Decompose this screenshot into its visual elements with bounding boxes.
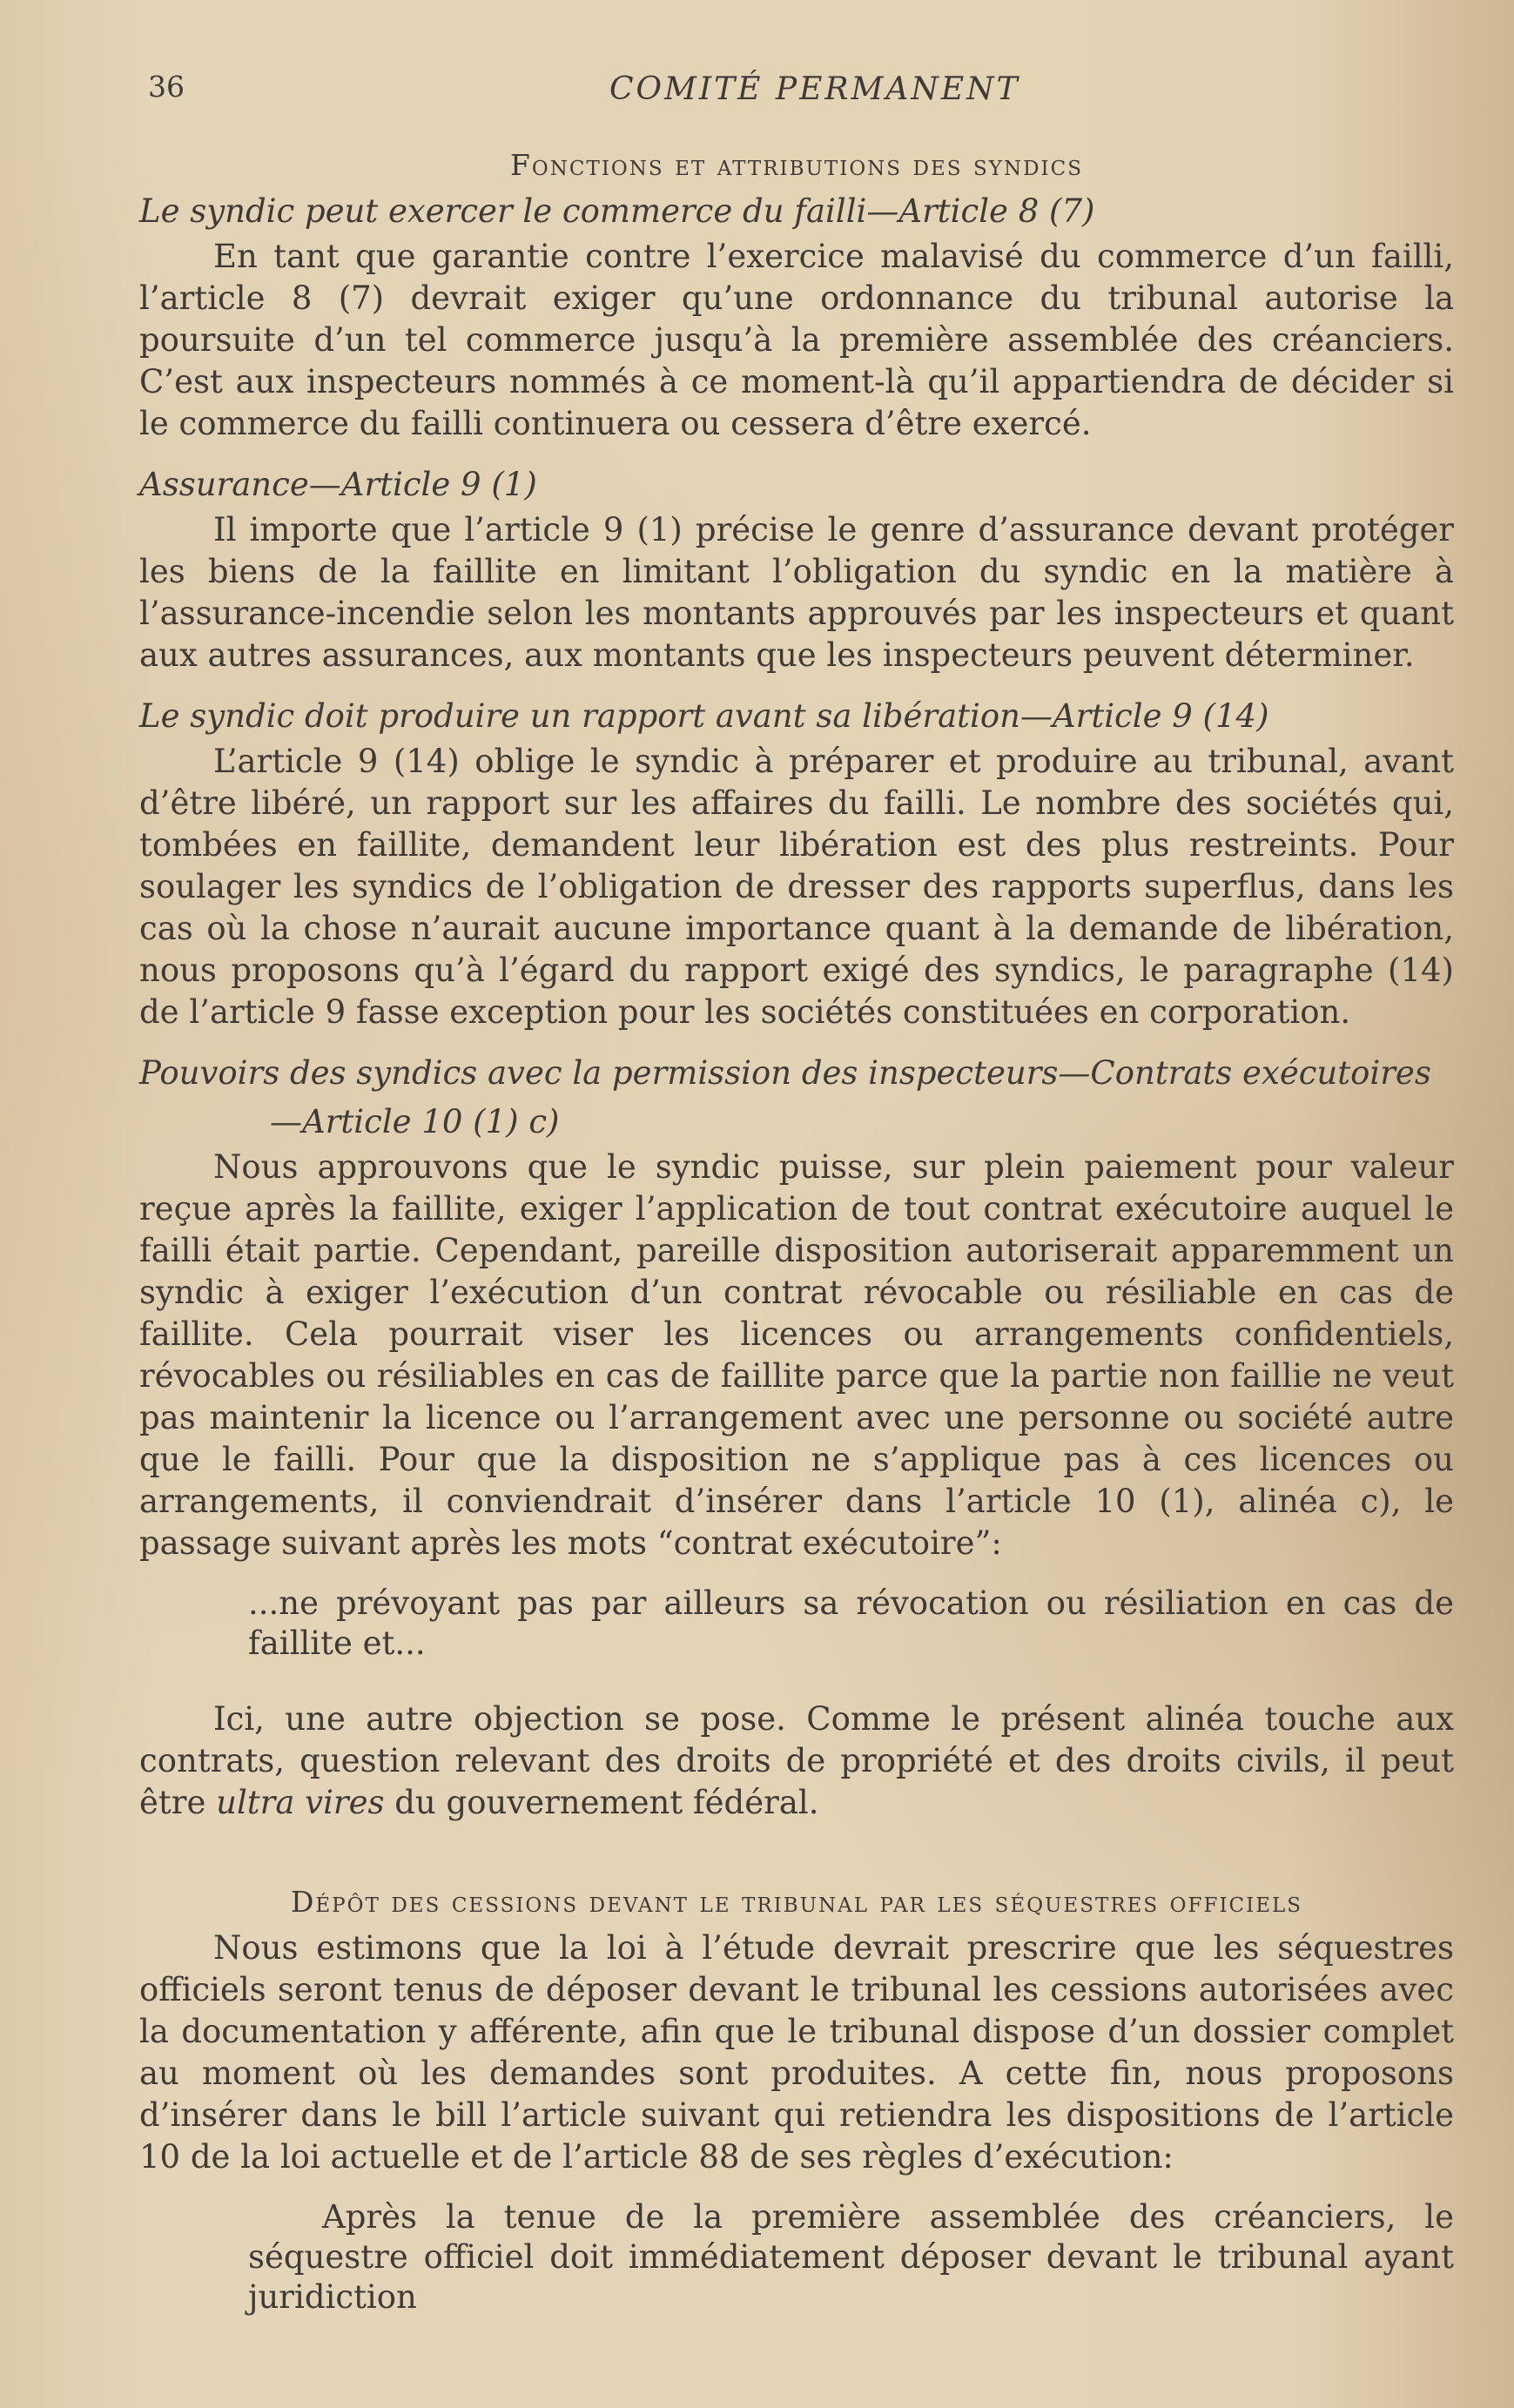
running-title: COMITÉ PERMANENT xyxy=(609,71,1020,107)
paragraph-article-8-7: En tant que garantie contre l’exercice malavisé du commerce d’un failli, l’article 8 (7) devrait exiger qu’une ordonnance du tribunal autorise la poursuite d’un tel commerce jusqu’à la première assemblée des créanciers. C’est aux inspecteurs nommés à ce moment-là qu’il appartiendra de décider si le commerce du failli continuera ou cessera d’être exercé. xyxy=(139,238,1454,442)
quote-proposed-article: Après la tenue de la première assemblée des créanciers, le séquestre officiel doit immédiatement déposer devant le tribunal ayant juridiction xyxy=(248,2198,1454,2316)
section-heading-cessions: Dépôt des cessions devant le tribunal par les séquestres officiels xyxy=(290,1885,1303,1919)
page-number: 36 xyxy=(148,70,185,104)
quote-passage: ...ne prévoyant pas par ailleurs sa révocation ou résiliation en cas de faillite et... xyxy=(248,1584,1454,1662)
paragraph-cessions: Nous estimons que la loi à l’étude devrait prescrire que les séquestres officiels seront tenus de déposer devant le tribunal les cessions autorisées avec la documentation y afférente, afin que le tribunal dispose d’un dossier complet au moment où les demandes sont produites. A cette fin, nous proposons d’insérer dans le bill l’article suivant qui retiendra les dispositions de l’article 10 de la loi actuelle et de l’article 88 de ses règles d’exécution: xyxy=(139,1929,1454,2176)
document-page xyxy=(139,52,1454,2352)
subheading-article-8-7: Le syndic peut exercer le commerce du failli—Article 8 (7) xyxy=(139,192,1095,230)
paragraph-article-10-1c: Nous approuvons que le syndic puisse, sur plein paiement pour valeur reçue après la faillite, exiger l’application de tout contrat exécutoire auquel le failli était partie. Cependant, pareille disposition autoriserait apparemment un syndic à exiger l’exécution d’un contrat révocable ou résiliable en cas de faillite. Cela pourrait viser les licences ou arrangements confidentiels, révocables ou résiliables en cas de faillite parce que la partie non faillie ne veut pas maintenir la licence ou l’arrangement avec une personne ou société autre que le failli. Pour que la disposition ne s’applique pas à ces licences ou arrangements, il conviendrait d’insérer dans l’article 10 (1), alinéa c), le passage suivant après les mots “contrat exécutoire”: xyxy=(139,1148,1454,1562)
subheading-article-10-1c-cont: —Article 10 (1) c) xyxy=(270,1103,560,1140)
objection-text-1: Ici, une autre objection se pose. Comme le présent alinéa touche aux contrats, question relevant des droits de propriété et des droits civils, il peut être xyxy=(139,1700,1454,1821)
objection-text-2: du gouvernement fédéral. xyxy=(384,1784,819,1821)
paragraph-article-9-14: L’article 9 (14) oblige le syndic à préparer et produire au tribunal, avant d’être libéré, un rapport sur les affaires du failli. Le nombre des sociétés qui, tombées en faillite, demandent leur libération est des plus restreints. Pour soulager les syndics de l’obligation de dresser des rapports superflus, dans les cas où la chose n’aurait aucune importance quant à la demande de libération, nous proposons qu’à l’égard du rapport exigé des syndics, le paragraphe (14) de l’article 9 fasse exception pour les sociétés constituées en corporation. xyxy=(139,743,1454,1031)
section-heading-syndics: Fonctions et attributions des syndics xyxy=(510,148,1083,182)
objection-ultra-vires: ultra vires xyxy=(216,1784,385,1821)
subheading-article-9-14: Le syndic doit produire un rapport avant sa libération—Article 9 (14) xyxy=(139,697,1269,735)
subheading-article-10-1c: Pouvoirs des syndics avec la permission des inspecteurs—Contrats exécutoires xyxy=(139,1054,1431,1092)
page-header xyxy=(139,52,1454,113)
paragraph-objection xyxy=(139,1698,1454,1824)
paragraph-article-9-1: Il importe que l’article 9 (1) précise le genre d’assurance devant protéger les biens de la faillite en limitant l’obligation du syndic en la matière à l’assurance-incendie selon les montants approuvés par les inspecteurs et quant aux autres assurances, aux montants que les inspecteurs peuvent déterminer. xyxy=(139,511,1454,674)
subheading-article-9-1: Assurance—Article 9 (1) xyxy=(139,466,537,503)
